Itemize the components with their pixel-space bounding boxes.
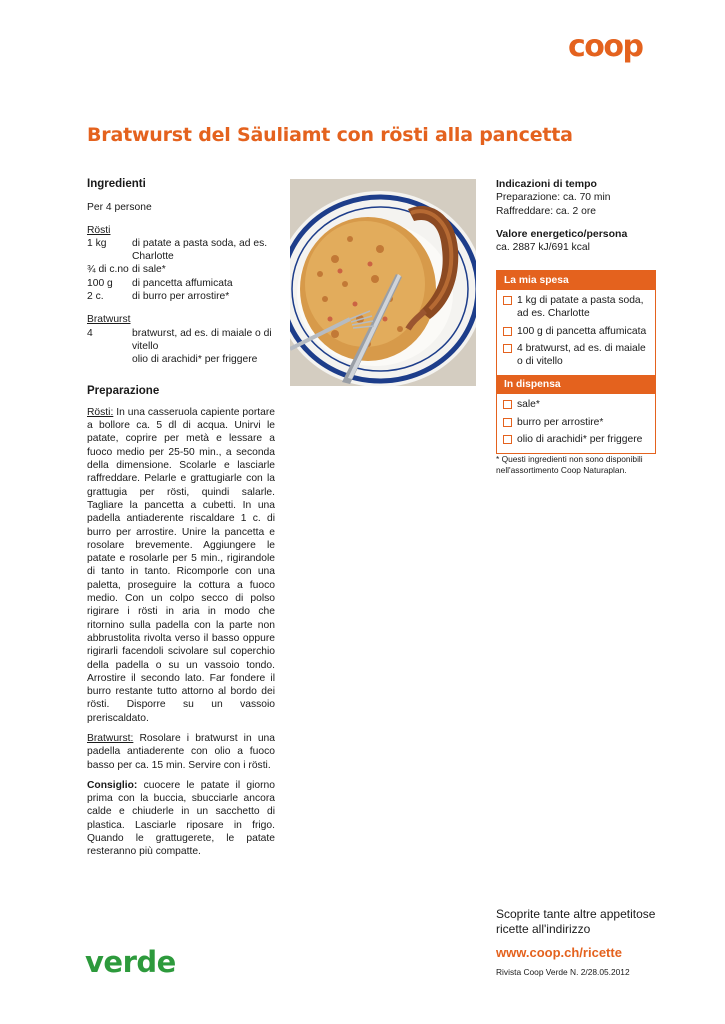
pantry-item-label: burro per arrostire* (517, 416, 604, 428)
preparation-rosti-text: In una casseruola capiente portare a bollore ca. 5 dl di acqua. Unirvi le patate, coprire per metà e lessare a fuoco medio per 25-50 min., a seconda della dimensione. Scolarle e lasciarle raffreddare. Pelarle e grattugiarle con la grattugia per rösti, quindi salarle. Tagliare la pancetta a cubetti. In una padella antiaderente riscaldare 1 c. di burro per arrostire. Unire la pancetta e rosolare brevemente. Aggiungere le patate e rosolarle per 5 min., rigirandole di tanto in tanto. Ricomporle con una paletta, proseguire la cottura a fuoco medio. Con un colpo secco di polso rigirare i rösti in aria in modo che ritornino sulla padella con la parte non abbrustolita rivolta verso il basso oppure rigirarli facendoli scivolare sul coperchio della padella o su un vassoio tondo. Arrostire il secondo lato. Far fondere il burro restante tutto attorno al bordo dei rösti. Disporre su un vassoio preriscaldato. (87, 406, 275, 724)
shopping-item-label: 4 bratwurst, ad es. di maiale o di vitello (517, 342, 646, 368)
tip-text: cuocere le patate il giorno prima con la buccia, sbucciarle ancora calde e chiuderle in un sacchetto di plastica. Lasciarle riposare in frigo. Quando le grattugerete, le patate resteranno più compatte. (87, 779, 275, 858)
servings: Per 4 persone (87, 202, 152, 214)
ingredient-row (87, 263, 275, 276)
pantry-item-label: olio di arachidi* per friggere (517, 434, 643, 446)
preparation-tip (87, 779, 275, 859)
ingredients-heading: Ingredienti (87, 178, 146, 190)
ingredient-group-rosti (87, 224, 275, 304)
checkbox-icon[interactable] (503, 418, 512, 427)
ingredient-row (87, 290, 275, 303)
preparation-rosti-label: Rösti: (87, 406, 114, 418)
shopping-item[interactable] (503, 294, 649, 321)
issue-info: Rivista Coop Verde N. 2/28.05.2012 (496, 967, 630, 977)
promo-block (496, 907, 676, 980)
ingredient-qty: 100 g (87, 277, 113, 289)
ingredient-text: bratwurst, ad es. di maiale o di vitello (132, 327, 272, 352)
shopping-item[interactable] (503, 325, 649, 338)
ingredient-group-title: Rösti (87, 224, 111, 236)
pantry-item[interactable] (503, 398, 649, 411)
preparation-heading: Preparazione (87, 384, 160, 397)
svg-text:coop: coop (568, 30, 643, 64)
pantry-item[interactable] (503, 416, 649, 429)
ingredient-qty (87, 353, 132, 366)
ingredient-text: di patate a pasta soda, ad es. Charlotte (132, 237, 268, 263)
shopping-heading: La mia spesa (497, 271, 655, 290)
cool-time: Raffreddare: ca. 2 ore (496, 205, 596, 217)
prep-time: Preparazione: ca. 70 min (496, 192, 611, 204)
ingredient-row (87, 277, 275, 290)
tip-label: Consiglio: (87, 779, 138, 791)
ingredient-text: olio di arachidi* per friggere (132, 354, 258, 366)
ingredient-row (87, 327, 275, 354)
footnote: * Questi ingredienti non sono disponibili nell'assortimento Coop Naturaplan. (496, 454, 643, 475)
coop-logo (568, 30, 658, 70)
recipe-title: Bratwurst del Säuliamt con rösti alla pancetta (87, 124, 573, 146)
shopping-item[interactable] (503, 342, 649, 369)
pantry-list (497, 394, 655, 453)
shopping-list (497, 290, 655, 375)
ingredient-row (87, 237, 275, 264)
energy-value: ca. 2887 kJ/691 kcal (496, 242, 590, 254)
ingredient-row (87, 353, 275, 366)
dish-photo (290, 179, 476, 386)
preparation-bratwurst-label: Bratwurst: (87, 732, 134, 744)
preparation-bratwurst-text: Rosolare i bratwurst in una padella antiaderente con olio a fuoco basso per ca. 15 min. Servire con i rösti. (87, 732, 275, 771)
time-info (496, 178, 656, 218)
ingredient-group-bratwurst (87, 313, 275, 366)
checkbox-icon[interactable] (503, 344, 512, 353)
preparation-bratwurst (87, 732, 275, 772)
promo-text: Scoprite tante altre appetitose ricette all'indirizzo (496, 907, 656, 936)
left-column (87, 178, 275, 866)
preparation-rosti (87, 406, 275, 725)
checkbox-icon[interactable] (503, 400, 512, 409)
shopping-item-label: 100 g di pancetta affumicata (517, 325, 647, 337)
promo-link[interactable]: www.coop.ch/ricette (496, 945, 622, 960)
checkbox-icon[interactable] (503, 435, 512, 444)
ingredient-group-title: Bratwurst (87, 314, 131, 326)
pantry-item[interactable] (503, 433, 649, 446)
dish-illustration (290, 179, 476, 386)
energy-heading: Valore energetico/persona (496, 227, 628, 240)
verde-logo: verde (85, 945, 176, 979)
right-column (496, 178, 656, 264)
checkbox-icon[interactable] (503, 327, 512, 336)
shopping-box (496, 270, 656, 454)
ingredient-text: di pancetta affumicata (132, 277, 233, 289)
shopping-item-label: 1 kg di patate a pasta soda, ad es. Charlotte (517, 295, 644, 320)
checkbox-icon[interactable] (503, 296, 512, 305)
pantry-item-label: sale* (517, 399, 540, 411)
ingredient-qty: 1 kg (87, 237, 107, 249)
time-heading: Indicazioni di tempo (496, 178, 597, 190)
ingredient-qty: 2 c. (87, 291, 104, 303)
pantry-heading: In dispensa (497, 375, 655, 394)
ingredient-qty: 4 (87, 327, 93, 339)
ingredient-text: di sale* (132, 264, 166, 276)
ingredient-text: di burro per arrostire* (132, 291, 230, 303)
ingredient-qty: ¾ di c.no (87, 264, 129, 276)
energy-info (496, 228, 656, 255)
